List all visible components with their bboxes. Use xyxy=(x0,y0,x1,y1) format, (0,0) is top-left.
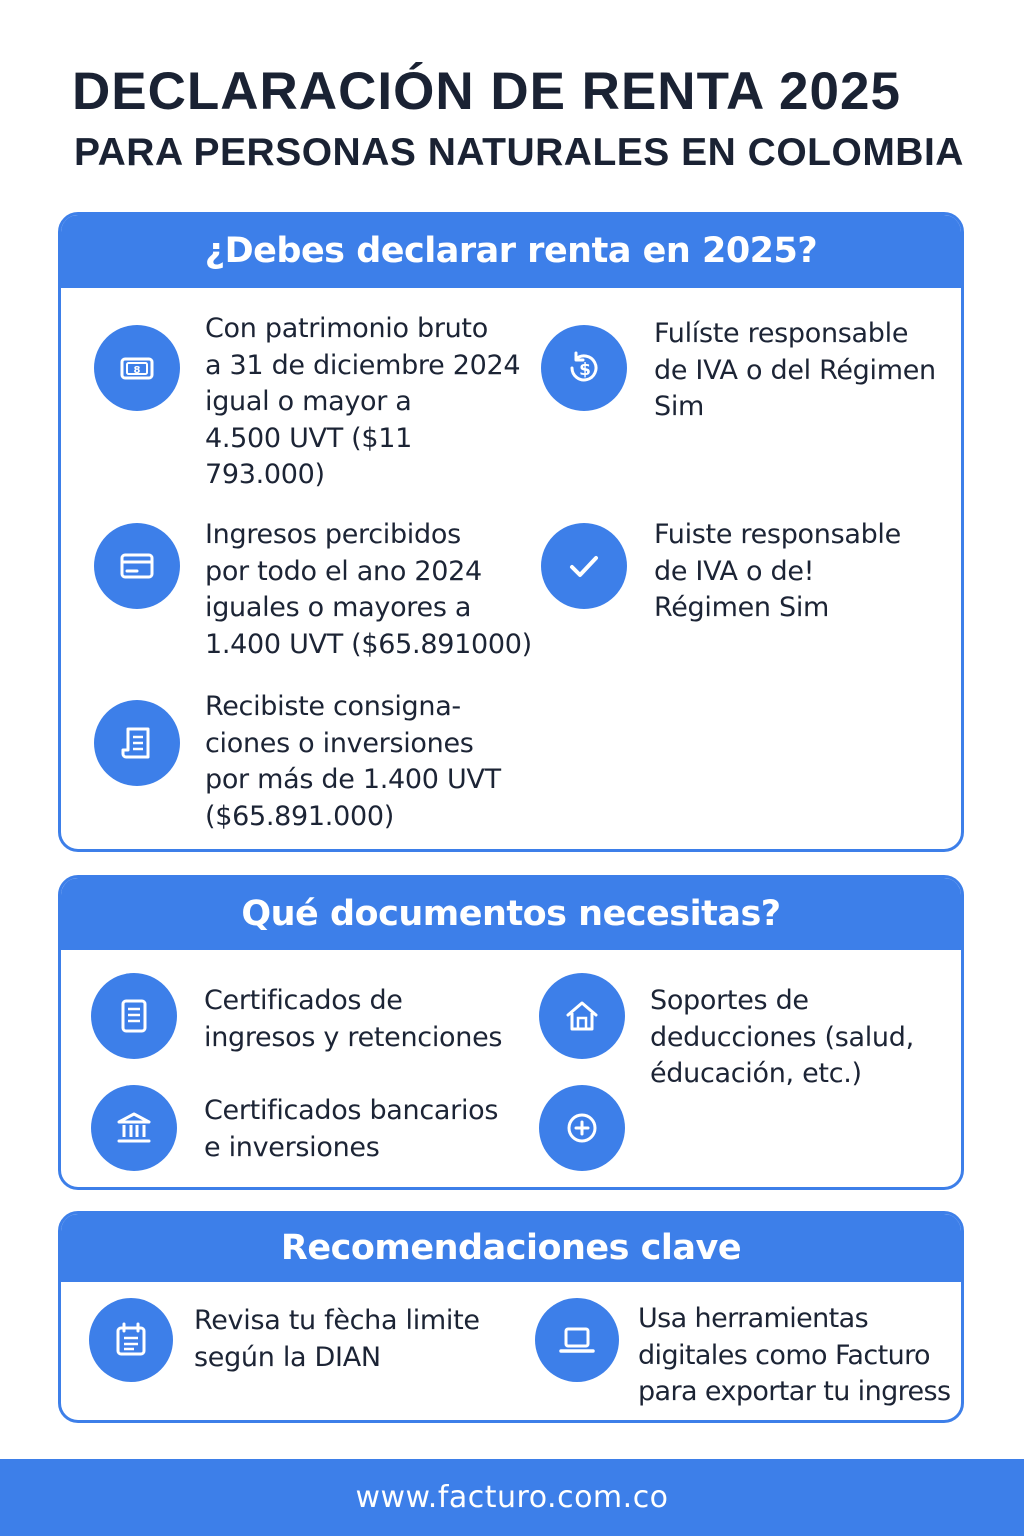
recomendaciones-item-herramientas: Usa herramientas digitales como Facturo para exportar tu ingress xyxy=(638,1303,951,1407)
checkmark-icon xyxy=(541,523,627,609)
recomendaciones-heading: Recomendaciones clave xyxy=(61,1214,961,1282)
document-icon xyxy=(91,973,177,1059)
page-subtitle: PARA PERSONAS NATURALES EN COLOMBIA xyxy=(74,131,964,174)
documentos-item-bancarios: Certificados bancarios e inversiones xyxy=(204,1095,499,1163)
credit-card-icon xyxy=(94,523,180,609)
svg-text:8: 8 xyxy=(133,365,141,376)
house-icon xyxy=(539,973,625,1059)
svg-text:$: $ xyxy=(579,360,591,380)
documentos-heading: Qué documentos necesitas? xyxy=(61,878,961,950)
documentos-item-ingresos: Certificados de ingresos y retenciones xyxy=(204,985,503,1053)
calendar-icon xyxy=(89,1298,173,1382)
declarar-heading: ¿Debes declarar renta en 2025? xyxy=(61,215,961,288)
footer-url[interactable]: www.facturo.com.co xyxy=(0,1459,1024,1536)
laptop-icon xyxy=(535,1298,619,1382)
declarar-item-iva-2: Fuiste responsable de IVA o de! Régimen Sim xyxy=(654,519,901,623)
declarar-item-ingresos: Ingresos percibidos por todo el ano 2024 iguales o mayores a 1.400 UVT ($65.891000) xyxy=(205,519,532,660)
receipt-icon xyxy=(94,700,180,786)
dollar-refresh-icon xyxy=(541,325,627,411)
page-title: DECLARACIÓN DE RENTA 2025 xyxy=(72,62,901,121)
declarar-item-consignaciones: Recibiste consigna- ciones o inversiones por más de 1.400 UVT ($65.891.000) xyxy=(205,691,501,832)
money-icon xyxy=(94,325,180,411)
recomendaciones-item-fecha: Revisa tu fècha limite según la DIAN xyxy=(194,1305,480,1373)
documentos-item-deducciones: Soportes de deducciones (salud, éducación, etc.) xyxy=(650,985,914,1089)
declarar-card xyxy=(58,212,964,852)
plus-circle-icon xyxy=(539,1085,625,1171)
bank-icon xyxy=(91,1085,177,1171)
declarar-item-patrimonio: Con patrimonio bruto a 31 de diciembre 2024 igual o mayor a 4.500 UVT ($11 793.000) xyxy=(205,313,521,490)
declarar-item-iva-1: Fulíste responsable de IVA o del Régimen Sim xyxy=(654,318,936,422)
recomendaciones-card xyxy=(58,1211,964,1423)
documentos-card xyxy=(58,875,964,1190)
